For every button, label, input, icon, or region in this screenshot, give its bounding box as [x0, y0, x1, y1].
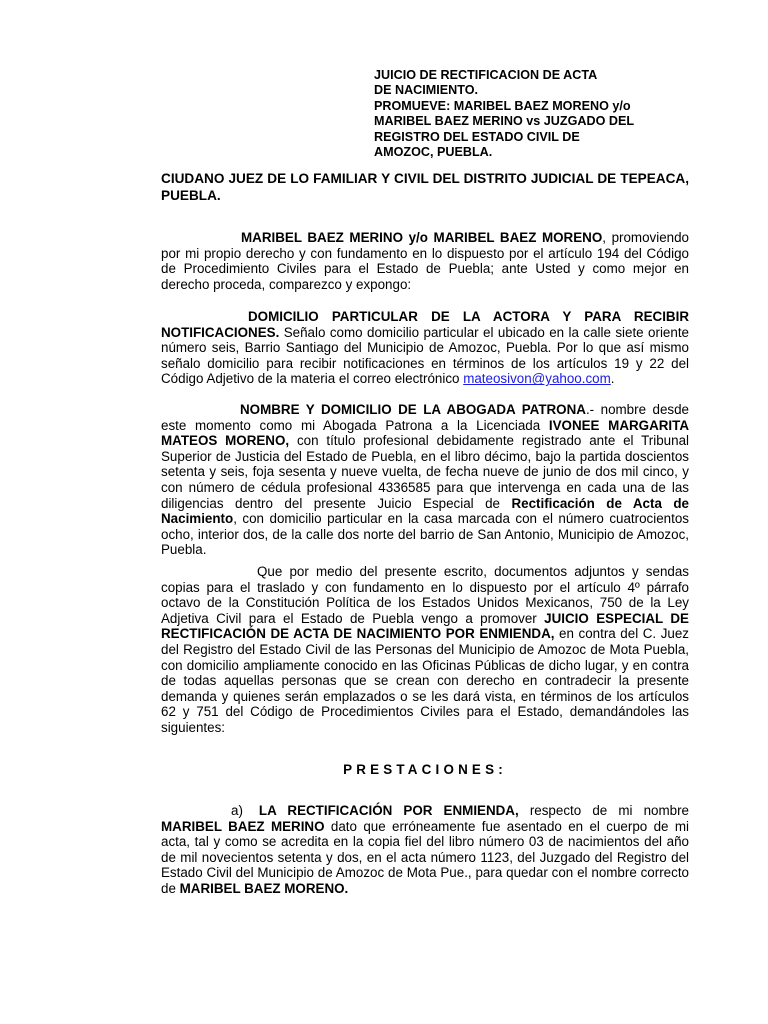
prestacion-text: respecto de mi nombre: [518, 803, 689, 818]
case-heading-line: PROMUEVE: MARIBEL BAEZ MORENO y/o: [374, 98, 631, 113]
domicilio-text: Señalo como domicilio particular el ubicado en la calle siete oriente número seis, Barrio Santiago del Municipio de Amozoc, Puebla. Por lo que así mismo señalo domicilio para recibir notificaciones en términos de los artículos 19 y 22 del Código Adjetivo de la materia el correo electrónico: [161, 324, 689, 387]
escrito-paragraph: [161, 564, 689, 736]
domicilio-paragraph: [161, 309, 689, 387]
domicilio-heading: DOMICILIO PARTICULAR DE LA ACTORA Y PARA RECIBIR NOTIFICACIONES.: [161, 309, 689, 340]
abogada-text: con título profesional debidamente registrado ante el Tribunal Superior de Justicia del Estado de Puebla, en el libro décimo, bajo la partida doscientos setenta y seis, foja sesenta y nueve vuelta, de fecha nueve de junio de dos mil cinco, y con número de cédula profesional 4336585 para que intervenga en cada una de las diligencias dentro del presente Juicio Especial de: [161, 433, 689, 511]
abogada-text: , con domicilio particular en la casa marcada con el número cuatrocientos ocho, interior dos, de la calle dos norte del barrio de San Antonio, Municipio de Amozoc, Puebla.: [161, 511, 689, 558]
juicio-name: Rectificación de Acta de Nacimiento: [161, 495, 689, 527]
case-heading-line: JUICIO DE RECTIFICACION DE ACTA: [374, 68, 598, 82]
case-heading: [374, 68, 704, 160]
case-heading-line: REGISTRO DEL ESTADO CIVIL DE: [374, 129, 580, 144]
abogada-heading: NOMBRE Y DOMICILIO DE LA ABOGADA PATRONA: [240, 402, 586, 417]
prestacion-item-a: [161, 803, 689, 897]
intro-text: , promoviendo por mi propio derecho y con fundamento en lo dispuesto por el artículo 194 del Código de Procedimiento Civiles para el Estado de Puebla; ante Usted y como mejor en derecho proceda, comparezco y expongo:: [161, 230, 689, 292]
correct-name: MARIBEL BAEZ MORENO.: [179, 880, 349, 896]
lawyer-name: IVONEE MARGARITA MATEOS MORENO,: [161, 417, 689, 449]
incorrect-name: MARIBEL BAEZ MERINO: [161, 818, 325, 834]
intro-paragraph: [161, 230, 689, 292]
email-link[interactable]: mateosivon@yahoo.com: [463, 371, 611, 387]
plaintiff-name: MARIBEL BAEZ MERINO y/o MARIBEL BAEZ MORENO: [241, 230, 603, 245]
case-heading-line: AMOZOC, PUEBLA.: [374, 145, 493, 160]
escrito-text: en contra del C. Juez del Registro del Estado Civil de las Personas del Municipio de Amozoc de Mota Puebla, con domicilio ampliamente conocido en las Oficinas Públicas de dicho lugar, y en contra de todas aquellas personas que se crean con derecho en contradecir la presente demanda y quienes serán emplazados o se les dará vista, en términos de los artículos 62 y 751 del Código de Procedimientos Civiles para el Estado, demandándoles las siguientes:: [161, 626, 689, 735]
case-heading-line: MARIBEL BAEZ MERINO vs JUZGADO DEL: [374, 114, 635, 129]
prestacion-heading: LA RECTIFICACIÓN POR ENMIENDA,: [258, 803, 519, 818]
juicio-type: JUICIO ESPECIAL DE RECTIFICACIÓN DE ACTA DE NACIMIENTO POR ENMIENDA,: [161, 610, 689, 642]
prestacion-text: dato que erróneamente fue asentado en el cuerpo de mi acta, tal y como se acredita en la copia fiel del libro número 03 de nacimientos del año de mil novecientos setenta y dos, en el acta número 1123, del Juzgado del Registro del Estado Civil del Municipio de Amozoc de Mota Pue., para quedar con el nombre correcto de: [161, 818, 689, 896]
addressee: CIUDANO JUEZ DE LO FAMILIAR Y CIVIL DEL DISTRITO JUDICIAL DE TEPEACA, PUEBLA.: [161, 171, 689, 203]
domicilio-end: .: [610, 371, 615, 387]
prestaciones-title: PRESTACIONES:: [343, 762, 507, 777]
item-marker: a): [231, 803, 243, 818]
abogada-text: .- nombre desde este momento como mi Abogada Patrona a la Licenciada: [161, 402, 690, 433]
case-heading-line: DE NACIMIENTO.: [374, 83, 479, 98]
abogada-paragraph: [161, 402, 689, 558]
escrito-text: Que por medio del presente escrito, documentos adjuntos y sendas copias para el traslado y con fundamento en lo dispuesto por el artículo 4º párrafo octavo de la Constitución Política de los Estados Unidos Mexicanos, 750 de la Ley Adjetiva Civil para el Estado de Puebla vengo a promover: [161, 564, 689, 626]
